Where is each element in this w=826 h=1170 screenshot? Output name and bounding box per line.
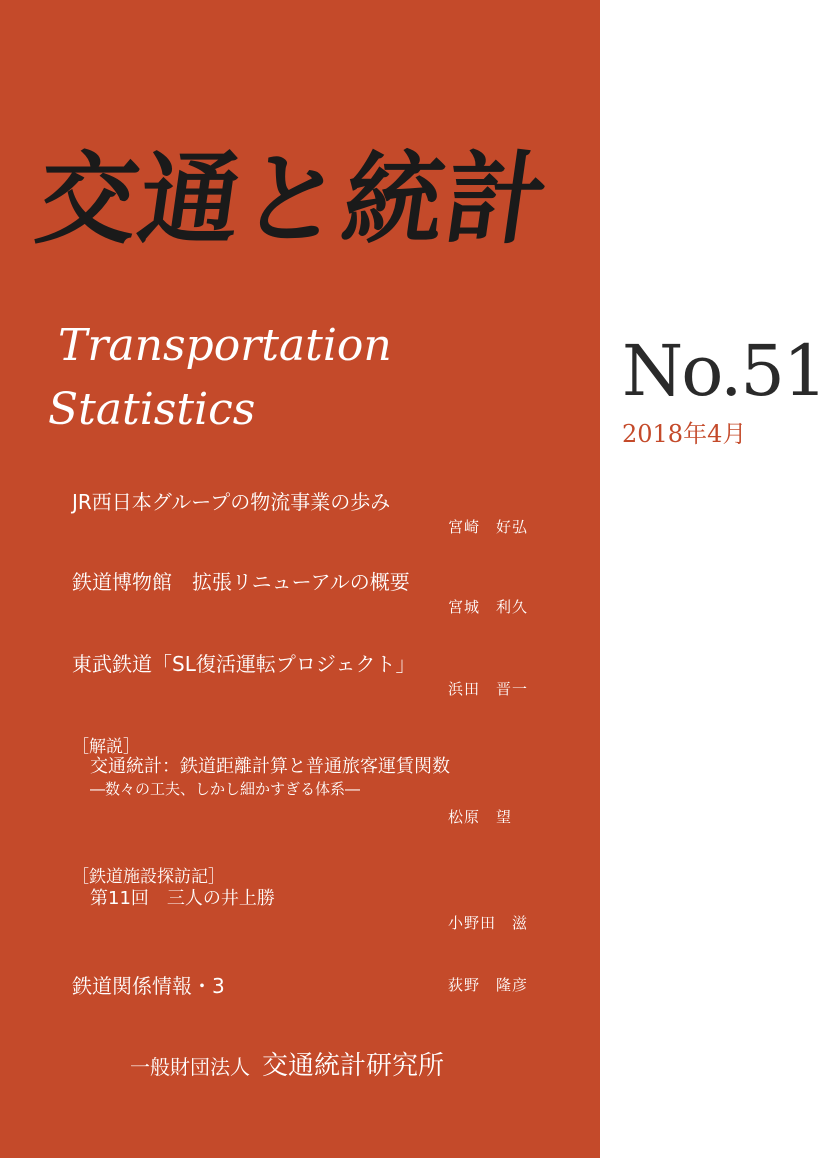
article-subtitle: ―数々の工夫、しかし細かすぎる体系―	[90, 780, 361, 798]
article-author: 荻野 隆彦	[448, 976, 529, 994]
article-title: 第11回 三人の井上勝	[90, 888, 275, 909]
article-author: 浜田 晋一	[448, 680, 529, 698]
article-title: 鉄道関係情報・3	[72, 974, 225, 998]
issue-date: 2018年4月	[622, 420, 747, 448]
article-title: 交通統計：鉄道距離計算と普通旅客運賃関数	[90, 756, 450, 777]
publisher-name: 交通統計研究所	[262, 1051, 445, 1081]
article-title: 東武鉄道「SL復活運転プロジェクト」	[72, 652, 416, 676]
publisher-prefix: 一般財団法人	[130, 1055, 250, 1079]
article-category-tag: ［解説］	[72, 737, 140, 757]
journal-title-japanese: 交通と統計	[29, 141, 557, 258]
article-author: 宮崎 好弘	[448, 518, 529, 536]
issue-number: No.51	[622, 330, 826, 412]
journal-title-english-line2: Statistics	[48, 384, 256, 435]
article-title: 鉄道博物館 拡張リニューアルの概要	[72, 570, 410, 594]
publisher	[130, 1045, 444, 1082]
article-author: 小野田 滋	[448, 914, 529, 932]
article-title: JR西日本グループの物流事業の歩み	[72, 490, 391, 514]
article-author: 宮城 利久	[448, 598, 529, 616]
article-author: 松原 望	[448, 808, 513, 826]
article-category-tag: ［鉄道施設探訪記］	[72, 867, 225, 887]
journal-title-english-line1: Transportation	[58, 320, 392, 371]
